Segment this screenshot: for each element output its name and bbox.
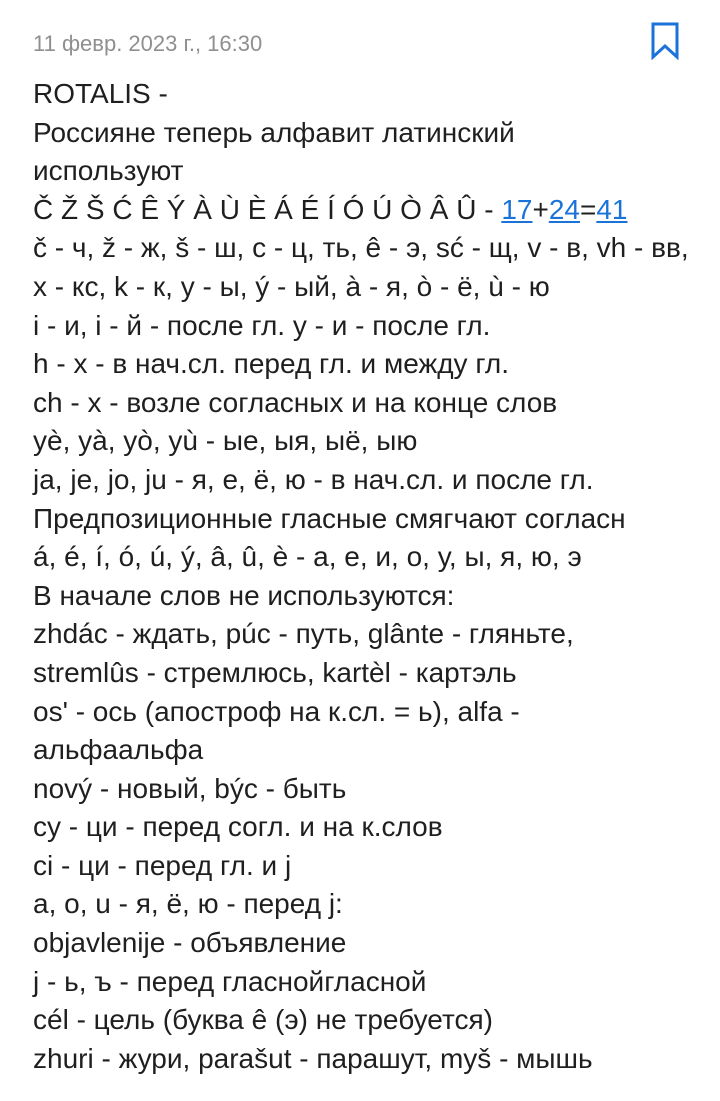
note-line: a, o, u - я, ё, ю - перед j: (33, 888, 343, 920)
note-line: č - ч, ž - ж, š - ш, c - ц, ть, ê - э, sć - щ, v - в, vh - вв, (33, 232, 689, 264)
note-line: ci - ци - перед гл. и j (33, 849, 292, 881)
letters-text: Č Ž Š Ć Ê Ý À Ù È Á É Í Ó Ú Ò Â Û - (33, 193, 502, 225)
note-line: cy - ци - перед согл. и на к.слов (33, 811, 443, 843)
number-link-24[interactable]: 24 (548, 193, 580, 225)
note-header (33, 28, 693, 64)
bookmark-icon[interactable] (650, 22, 680, 60)
note-line: yè, yà, yò, yù - ые, ыя, ыё, ыю (33, 425, 418, 457)
note-line-letters (33, 191, 693, 230)
note-line: stremlûs - стремлюсь, kartèl - картэль (33, 656, 517, 688)
note-line: cél - цель (буква ê (э) не требуется) (33, 1004, 493, 1036)
note-line: zhdác - ждать, púc - путь, glânte - гляньте, (33, 618, 574, 650)
note-line: i - и, i - й - после гл. y - и - после гл. (33, 309, 491, 341)
note-line: nový - новый, býc - быть (33, 772, 347, 804)
note-line: Предпозиционные гласные смягчают согласн (33, 502, 626, 534)
note-line: В начале слов не используются: (33, 579, 455, 611)
note-line: используют (33, 155, 184, 187)
note-line: альфаальфа (33, 734, 204, 766)
note-line: á, é, í, ó, ú, ý, â, û, è - а, е, и, о, у, ы, я, ю, э (33, 541, 582, 573)
note-body[interactable] (33, 75, 693, 1078)
note-line: ROTALIS - (33, 78, 168, 109)
note-line: ch - х - возле согласных и на конце слов (33, 386, 558, 418)
note-line: x - кс, k - к, y - ы, ý - ый, à - я, ò - ё, ù - ю (33, 270, 550, 302)
number-link-41[interactable]: 41 (596, 193, 628, 225)
number-link-17[interactable]: 17 (501, 193, 533, 225)
note-line: objavlenije - объявление (33, 927, 347, 959)
equals-sign: = (579, 193, 597, 225)
note-line: Россияне теперь алфавит латинский (33, 116, 515, 148)
note-line: h - х - в нач.сл. перед гл. и между гл. (33, 348, 510, 380)
note-timestamp: 11 февр. 2023 г., 16:30 (33, 31, 263, 56)
note-line: j - ь, ъ - перед гласнойгласной (33, 965, 427, 997)
plus-sign: + (532, 193, 549, 225)
note-line: zhuri - жури, parašut - парашут, myš - мышь (33, 1042, 593, 1074)
note-line: os' - ось (апостроф на к.сл. = ь), alfa - (33, 695, 520, 727)
note-line: ja, je, jo, ju - я, е, ё, ю - в нач.сл. и после гл. (33, 463, 594, 495)
